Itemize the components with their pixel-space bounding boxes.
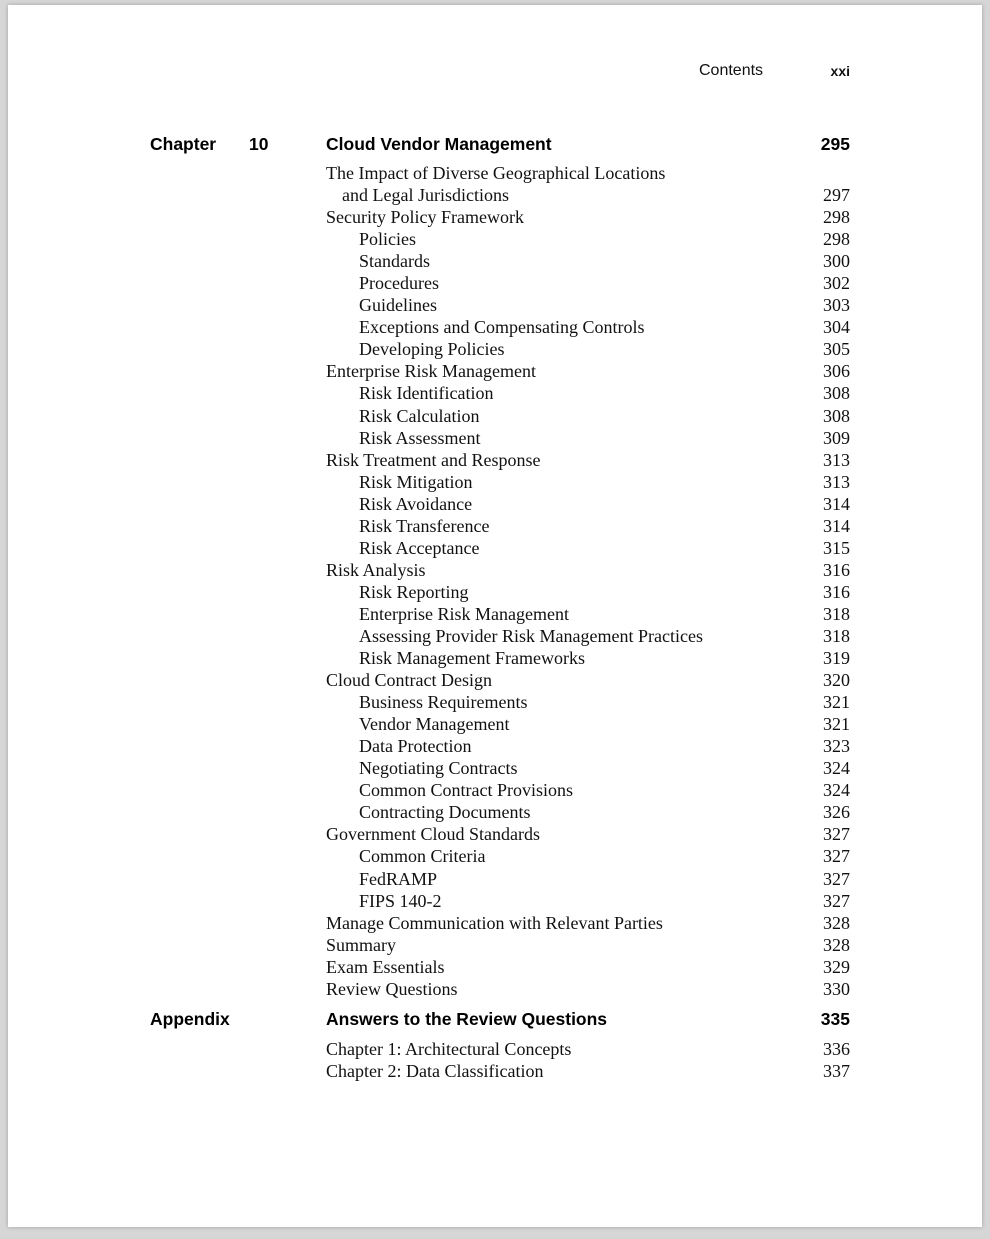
toc-entry <box>8 559 982 581</box>
toc-entry <box>8 956 982 978</box>
toc-entry-page: 319 <box>823 648 850 669</box>
toc-entry <box>8 184 982 206</box>
toc-entry-title: Risk Avoidance <box>359 493 473 514</box>
toc-entry-title: Risk Reporting <box>359 581 469 602</box>
toc-entry-page: 327 <box>823 868 850 889</box>
toc-entry-page: 315 <box>823 537 850 558</box>
toc-entry-title: Cloud Contract Design <box>326 670 492 691</box>
toc-entry-title: The Impact of Diverse Geographical Locations <box>326 163 666 183</box>
toc-entry-title: Standards <box>359 251 430 272</box>
toc-entry <box>8 338 982 360</box>
toc-entry <box>8 272 982 294</box>
toc-entry-title: Vendor Management <box>359 714 510 735</box>
toc-entry-page: 327 <box>823 846 850 867</box>
toc-entry-page: 323 <box>823 736 850 757</box>
toc-entry-title: Common Contract Provisions <box>359 780 574 801</box>
toc-entry <box>8 934 982 956</box>
toc-entry <box>8 360 982 382</box>
toc-entry-title: Exam Essentials <box>326 956 445 977</box>
chapter-page: 295 <box>820 134 850 154</box>
toc-entry-page: 308 <box>823 383 850 404</box>
toc-entry-title: Manage Communication with Relevant Parties <box>326 912 663 933</box>
toc-entry <box>8 471 982 493</box>
toc-entry <box>8 757 982 779</box>
toc-entry-title: Guidelines <box>359 295 437 316</box>
toc-entry-title: Risk Mitigation <box>359 471 473 492</box>
toc-entry <box>8 382 982 404</box>
toc-entry-title: Risk Analysis <box>326 559 426 580</box>
running-head-page-number: xxi <box>830 63 850 79</box>
running-head-title: Contents <box>699 62 764 79</box>
toc-entry <box>8 316 982 338</box>
toc-entry <box>8 427 982 449</box>
toc-entry <box>8 603 982 625</box>
toc-entry <box>8 1060 982 1082</box>
toc-entry-title: Review Questions <box>326 978 458 999</box>
toc-entry <box>8 493 982 515</box>
running-head <box>8 62 982 84</box>
toc-entry-page: 324 <box>823 780 850 801</box>
toc-entry <box>8 978 982 1000</box>
toc-entry-page: 316 <box>823 581 850 602</box>
toc-entry-title: Risk Acceptance <box>359 537 480 558</box>
chapter-label: Chapter <box>150 134 217 154</box>
toc-entry-page: 326 <box>823 802 850 823</box>
toc-entry-page: 303 <box>823 295 850 316</box>
toc-entry-page: 328 <box>823 912 850 933</box>
toc-entry-title: Common Criteria <box>359 846 486 867</box>
toc-entry-page: 330 <box>823 978 850 999</box>
toc-entry-title: Risk Transference <box>359 515 490 536</box>
toc-entry-title: Government Cloud Standards <box>326 824 540 845</box>
chapter-entries-list <box>8 162 982 1000</box>
toc-entry <box>8 868 982 890</box>
toc-entry-page: 313 <box>823 471 850 492</box>
appendix-title: Answers to the Review Questions <box>326 1009 608 1029</box>
toc-entry-title: Exceptions and Compensating Controls <box>359 317 645 338</box>
toc-entry-page: 320 <box>823 670 850 691</box>
toc-entry-title: Procedures <box>359 273 439 294</box>
toc-entry-title: Chapter 1: Architectural Concepts <box>326 1039 572 1059</box>
toc-entry-page: 337 <box>823 1061 850 1082</box>
appendix-entries-list <box>8 1038 982 1082</box>
toc-entry-page: 302 <box>823 273 850 294</box>
toc-entry-title: FIPS 140-2 <box>359 890 442 911</box>
toc-entry-title: Chapter 2: Data Classification <box>326 1061 544 1082</box>
toc-entry-title: Risk Calculation <box>359 405 480 426</box>
toc-entry-page: 324 <box>823 758 850 779</box>
toc-entry <box>8 581 982 603</box>
toc-entry-page: 336 <box>823 1039 850 1059</box>
toc-entry <box>8 449 982 471</box>
toc-entry <box>8 228 982 250</box>
toc-entry <box>8 515 982 537</box>
toc-entry-title: Policies <box>359 229 416 250</box>
toc-entry-title: Developing Policies <box>359 339 505 360</box>
toc-entry-page: 316 <box>823 559 850 580</box>
toc-entry-title: Summary <box>326 934 396 955</box>
appendix-page: 335 <box>820 1009 850 1029</box>
toc-entry <box>8 405 982 427</box>
toc-entry <box>8 206 982 228</box>
chapter-title: Cloud Vendor Management <box>326 134 552 154</box>
toc-entry-page: 313 <box>823 449 850 470</box>
toc-entry-title: Risk Management Frameworks <box>359 648 585 669</box>
toc-entry-title: Security Policy Framework <box>326 207 524 228</box>
toc-entry-page: 298 <box>823 207 850 228</box>
toc-entry-title: Contracting Documents <box>359 802 531 823</box>
toc-entry-title: and Legal Jurisdictions <box>342 185 509 206</box>
toc-entry <box>8 801 982 823</box>
toc-entry-page: 321 <box>823 692 850 713</box>
toc-entry-title: Enterprise Risk Management <box>359 603 569 624</box>
toc-entry <box>8 647 982 669</box>
toc-entry <box>8 713 982 735</box>
toc-entry-page: 298 <box>823 229 850 250</box>
toc-entry-page: 321 <box>823 714 850 735</box>
toc-entry <box>8 669 982 691</box>
toc-entry-title: Business Requirements <box>359 692 528 713</box>
toc-entry-page: 314 <box>823 493 850 514</box>
toc-entry <box>8 1038 982 1060</box>
toc-entry-title: Enterprise Risk Management <box>326 361 536 382</box>
toc-entry <box>8 162 982 184</box>
toc-page <box>8 5 982 1227</box>
toc-entry <box>8 294 982 316</box>
toc-entry-page: 305 <box>823 339 850 360</box>
toc-entry-page: 314 <box>823 515 850 536</box>
toc-entry-title: Negotiating Contracts <box>359 758 518 779</box>
toc-entry <box>8 250 982 272</box>
toc-entry-title: Assessing Provider Risk Management Practices <box>359 625 703 646</box>
toc-entry-page: 297 <box>823 185 850 206</box>
toc-entry-title: Data Protection <box>359 736 472 757</box>
toc-entry-page: 309 <box>823 427 850 448</box>
toc-entry-page: 329 <box>823 956 850 977</box>
toc-entry-page: 328 <box>823 934 850 955</box>
toc-entry <box>8 537 982 559</box>
chapter-number: 10 <box>249 134 269 154</box>
appendix-label: Appendix <box>150 1009 230 1029</box>
toc-entry-page: 327 <box>823 824 850 845</box>
toc-entry-page: 304 <box>823 317 850 338</box>
toc-entry <box>8 845 982 867</box>
toc-entry-title: FedRAMP <box>359 868 438 889</box>
toc-entry <box>8 779 982 801</box>
toc-entry <box>8 890 982 912</box>
toc-entry <box>8 691 982 713</box>
toc-entry-title: Risk Assessment <box>359 427 481 448</box>
toc-entry-page: 318 <box>823 625 850 646</box>
toc-entry-title: Risk Identification <box>359 383 494 404</box>
toc-entry-title: Risk Treatment and Response <box>326 449 541 470</box>
toc-entry-page: 318 <box>823 603 850 624</box>
toc-entry-page: 306 <box>823 361 850 382</box>
toc-entry <box>8 625 982 647</box>
toc-entry-page: 327 <box>823 890 850 911</box>
toc-entry-page: 308 <box>823 405 850 426</box>
toc-entry <box>8 912 982 934</box>
toc-entry <box>8 823 982 845</box>
toc-entry <box>8 735 982 757</box>
toc-entry-page: 300 <box>823 251 850 272</box>
